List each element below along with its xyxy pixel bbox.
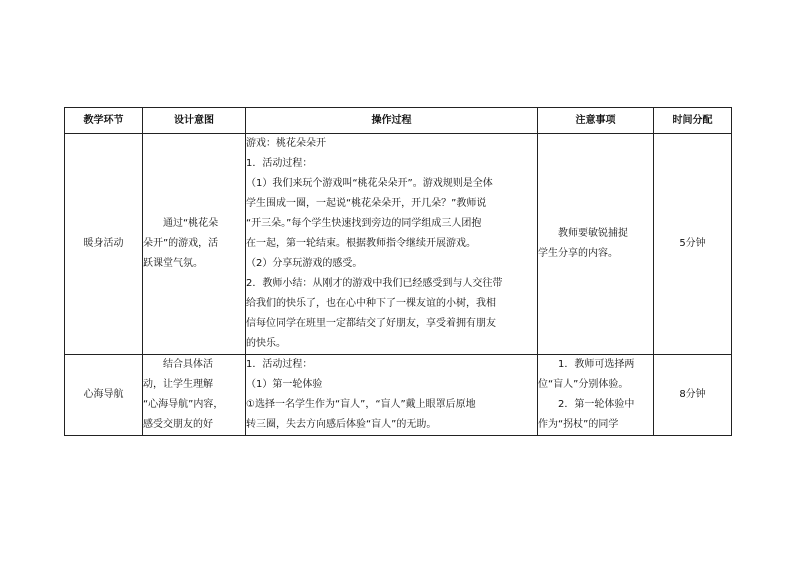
process-line: （1）我们来玩个游戏叫“桃花朵朵开”。游戏规则是全体 <box>246 178 493 189</box>
process-line: （2）分享玩游戏的感受。 <box>246 258 363 269</box>
process-line: “开三朵。”每个学生快速找到旁边的同学组成三人团抱 <box>246 218 482 229</box>
process-cell <box>246 134 538 355</box>
time-cell: 5分钟 <box>654 134 732 355</box>
intent-line: 结合具体活 <box>163 359 213 370</box>
intent-line: 感受交朋友的好 <box>143 419 213 430</box>
notes-line: 作为“拐杖”的同学 <box>538 419 619 430</box>
intent-line: 动，让学生理解 <box>143 379 213 390</box>
process-line: （1）第一轮体验 <box>246 379 323 390</box>
notes-line: 学生分享的内容。 <box>538 248 618 259</box>
stage-cell: 暖身活动 <box>65 134 143 355</box>
header-notes: 注意事项 <box>538 108 654 134</box>
header-process: 操作过程 <box>246 108 538 134</box>
process-line: ①选择一名学生作为“盲人”，“盲人”戴上眼罩后原地 <box>246 399 476 410</box>
intent-line: 通过“桃花朵 <box>163 218 219 229</box>
intent-line: 跃课堂气氛。 <box>143 258 203 269</box>
process-line: 信每位同学在班里一定都结交了好朋友，享受着拥有朋友 <box>246 318 496 329</box>
stage-cell: 心海导航 <box>65 355 143 436</box>
process-line: 1．活动过程： <box>246 158 313 169</box>
process-line: 给我们的快乐了，也在心中种下了一棵友谊的小树，我相 <box>246 298 496 309</box>
header-stage: 教学环节 <box>65 108 143 134</box>
intent-cell <box>143 134 246 355</box>
intent-line: “心海导航”内容， <box>143 399 224 410</box>
table-header-row <box>65 108 732 134</box>
process-line: 2．教师小结：从刚才的游戏中我们已经感受到与人交往带 <box>246 278 503 289</box>
notes-cell <box>538 134 654 355</box>
header-intent: 设计意图 <box>143 108 246 134</box>
notes-line: 教师要敏锐捕捉 <box>558 228 628 239</box>
process-line: 的快乐。 <box>246 338 286 349</box>
lesson-plan-table <box>64 107 732 436</box>
header-time: 时间分配 <box>654 108 732 134</box>
process-line: 1．活动过程： <box>246 359 313 370</box>
table-row <box>65 134 732 355</box>
intent-cell <box>143 355 246 436</box>
process-line: 转三圈，失去方向感后体验“盲人”的无助。 <box>246 419 437 430</box>
table-row <box>65 355 732 436</box>
process-line: 游戏：桃花朵朵开 <box>246 138 326 149</box>
notes-line: 2．第一轮体验中 <box>558 399 635 410</box>
time-cell: 8分钟 <box>654 355 732 436</box>
notes-cell <box>538 355 654 436</box>
process-line: 在一起，第一轮结束。根据教师指令继续开展游戏。 <box>246 238 476 249</box>
notes-line: 1．教师可选择两 <box>558 359 635 370</box>
notes-line: 位“盲人”分别体验。 <box>538 379 629 390</box>
intent-line: 朵开”的游戏，活 <box>143 238 219 249</box>
process-cell <box>246 355 538 436</box>
process-line: 学生围成一圈，一起说“桃花朵朵开，开几朵？”教师说 <box>246 198 487 209</box>
